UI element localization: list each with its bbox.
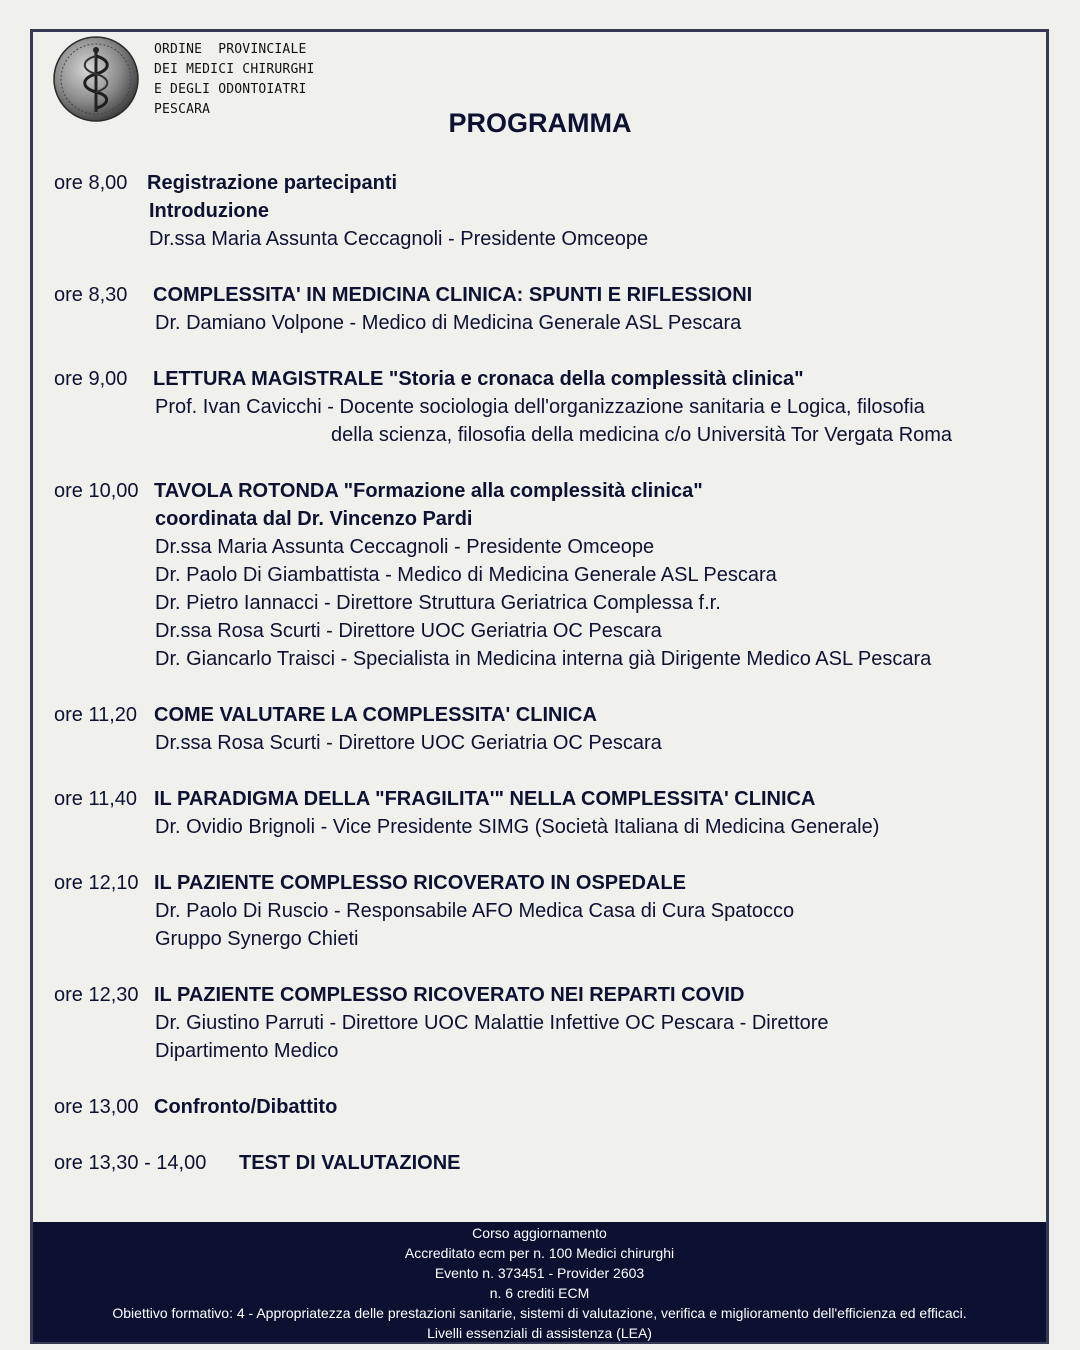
speaker-line: Dr.ssa Maria Assunta Ceccagnoli - Presidente Omceope (155, 536, 655, 558)
speaker-line: Dr.ssa Maria Assunta Ceccagnoli - Presidente Omceope (149, 228, 649, 250)
session-title: COME VALUTARE LA COMPLESSITA' CLINICA (154, 704, 597, 726)
org-line: DEI MEDICI CHIRURGHI (154, 62, 315, 77)
org-line: E DEGLI ODONTOIATRI (154, 82, 307, 97)
session-title: IL PAZIENTE COMPLESSO RICOVERATO NEI REPARTI COVID (154, 984, 745, 1006)
speaker-line: Dr. Pietro Iannacci - Direttore Struttura Geriatrica Complessa f.r. (155, 592, 721, 614)
page-title: PROGRAMMA (448, 108, 632, 138)
footer-line: Obiettivo formativo: 4 - Appropriatezza delle prestazioni sanitarie, sistemi di valutazione, verifica e miglioramento dell'efficienza ed efficaci. (112, 1305, 967, 1321)
time-label: ore 11,20 (54, 704, 138, 726)
speaker-line: Dipartimento Medico (155, 1040, 339, 1062)
speaker-line: Dr. Giustino Parruti - Direttore UOC Malattie Infettive OC Pescara - Direttore (155, 1012, 829, 1034)
session-title: Introduzione (149, 200, 269, 222)
session-title: Registrazione partecipanti (147, 172, 398, 194)
time-label: ore 13,00 (54, 1096, 139, 1118)
speaker-line: Prof. Ivan Cavicchi - Docente sociologia dell'organizzazione sanitaria e Logica, filosofia (155, 396, 925, 418)
org-line: PESCARA (154, 102, 211, 117)
session-title: IL PAZIENTE COMPLESSO RICOVERATO IN OSPEDALE (154, 872, 686, 894)
session-title: LETTURA MAGISTRALE "Storia e cronaca della complessità clinica" (153, 368, 804, 390)
speaker-line: Dr. Giancarlo Traisci - Specialista in Medicina interna già Dirigente Medico ASL Pescara (155, 648, 932, 670)
speaker-line: Dr. Ovidio Brignoli - Vice Presidente SIMG (Società Italiana di Medicina Generale) (155, 816, 880, 838)
footer-line: Livelli essenziali di assistenza (LEA) (427, 1325, 652, 1341)
speaker-line: della scienza, filosofia della medicina c/o Università Tor Vergata Roma (331, 424, 953, 446)
accreditation-footer (33, 1222, 1046, 1342)
time-label: ore 8,00 (54, 172, 128, 194)
session-title: TAVOLA ROTONDA "Formazione alla complessità clinica" (154, 480, 703, 502)
session-title: Confronto/Dibattito (154, 1096, 338, 1118)
time-label: ore 8,30 (54, 284, 128, 306)
time-label: ore 10,00 (54, 480, 139, 502)
time-label: ore 12,30 (54, 984, 139, 1006)
session-title: IL PARADIGMA DELLA "FRAGILITA'" NELLA COMPLESSITA' CLINICA (154, 788, 816, 810)
footer-line: Evento n. 373451 - Provider 2603 (434, 1265, 645, 1281)
time-label: ore 11,40 (54, 788, 138, 810)
time-label: ore 12,10 (54, 872, 139, 894)
speaker-line: Dr. Paolo Di Giambattista - Medico di Medicina Generale ASL Pescara (155, 564, 777, 586)
footer-line: Accreditato ecm per n. 100 Medici chirurghi (404, 1245, 675, 1261)
org-line: ORDINE PROVINCIALE (154, 42, 307, 57)
session-title: coordinata dal Dr. Vincenzo Pardi (155, 508, 473, 530)
session-title: TEST DI VALUTAZIONE (239, 1152, 461, 1174)
speaker-line: Dr.ssa Rosa Scurti - Direttore UOC Geriatria OC Pescara (155, 620, 662, 642)
speaker-line: Dr. Paolo Di Ruscio - Responsabile AFO Medica Casa di Cura Spatocco (155, 900, 795, 922)
speaker-line: Dr. Damiano Volpone - Medico di Medicina Generale ASL Pescara (155, 312, 742, 334)
time-label: ore 13,30 - 14,00 (54, 1152, 207, 1174)
time-label: ore 9,00 (54, 368, 128, 390)
speaker-line: Gruppo Synergo Chieti (155, 928, 359, 950)
speaker-line: Dr.ssa Rosa Scurti - Direttore UOC Geriatria OC Pescara (155, 732, 662, 754)
footer-line: n. 6 crediti ECM (489, 1285, 590, 1301)
footer-line: Corso aggiornamento (472, 1225, 607, 1241)
session-title: COMPLESSITA' IN MEDICINA CLINICA: SPUNTI E RIFLESSIONI (153, 284, 753, 306)
